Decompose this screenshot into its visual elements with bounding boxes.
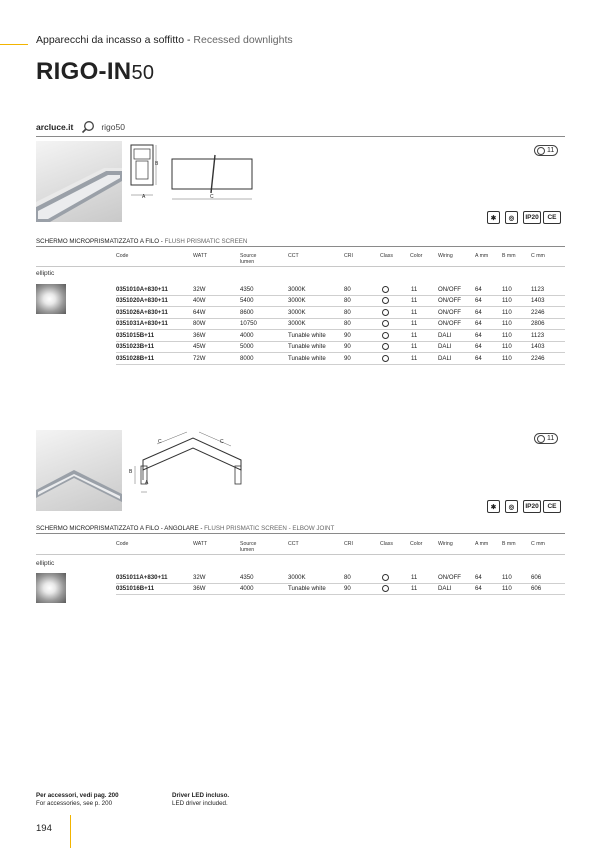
cell-wiring: DALI [438, 343, 452, 350]
page-accent-bar [70, 815, 71, 848]
class-icon [382, 332, 389, 341]
cell-a: 64 [475, 308, 482, 316]
section-title-elbow: SCHERMO MICROPRISMATIZZATO A FILO - ANGOLARE - FLUSH PRISMATIC SCREEN - ELBOW JOINT [36, 525, 335, 532]
divider [36, 136, 565, 137]
cell-c: 606 [531, 573, 542, 581]
cell-cct: 3000K [288, 573, 306, 581]
cell-watt: 80W [193, 320, 206, 327]
th-class: Class [380, 541, 393, 547]
th-a: A mm [475, 541, 489, 547]
cell-cct: Tunable white [288, 343, 326, 350]
cell-c: 1403 [531, 297, 545, 304]
cell-color: 11 [411, 343, 418, 350]
cell-c: 2246 [531, 308, 545, 316]
th-c: C mm [531, 253, 545, 259]
cell-code: 0351028B+11 [116, 354, 155, 362]
cell-lumen: 4000 [240, 331, 254, 339]
row-divider [116, 594, 565, 595]
cell-a: 64 [475, 354, 482, 362]
cell-cri: 90 [344, 585, 351, 592]
cell-b: 110 [502, 320, 512, 327]
th-cri: CRI [344, 253, 353, 259]
cell-wiring: DALI [438, 354, 452, 362]
th-color: Color [410, 541, 423, 547]
dim-label-c: C [210, 194, 214, 200]
table-row [116, 353, 565, 365]
th-watt: WATT [193, 541, 208, 547]
section-divider [36, 246, 565, 247]
row-divider [116, 364, 565, 365]
th-wiring: Wiring [438, 541, 453, 547]
cell-watt: 36W [193, 585, 206, 592]
th-code: Code [116, 541, 129, 547]
th-b: B mm [502, 541, 516, 547]
ce-mark-badge: CE [543, 211, 561, 224]
cell-cri: 80 [344, 320, 351, 327]
dim-label-a-elbow: A [145, 480, 149, 486]
th-cct: CCT [288, 541, 299, 547]
page-header: Apparecchi da incasso a soffitto - Recessed downlights [36, 34, 293, 46]
ip-rating-badge: IP20 [523, 211, 541, 224]
cell-code: 0351023B+11 [116, 343, 155, 350]
header-divider [36, 554, 565, 555]
cell-b: 110 [502, 297, 512, 304]
table-row [116, 572, 565, 584]
cell-cct: 3000K [288, 308, 306, 316]
driver-icon: ◎ [505, 500, 518, 513]
th-lumen: Source lumen [240, 253, 257, 265]
bluetooth-icon: ✱ [487, 211, 500, 224]
cell-b: 110 [502, 285, 512, 293]
table-row [116, 296, 565, 308]
color-badge-elbow: 11 [534, 433, 558, 444]
cell-c: 606 [531, 585, 542, 592]
cell-code: 0351026A+830+11 [116, 308, 168, 316]
optic-icon [36, 284, 66, 314]
cell-b: 110 [502, 585, 512, 592]
class-icon [382, 320, 389, 329]
product-photo [36, 141, 122, 222]
cell-cri: 80 [344, 308, 351, 316]
cell-code: 0351020A+830+11 [116, 297, 168, 304]
cell-code: 0351016B+11 [116, 585, 155, 592]
th-c: C mm [531, 541, 545, 547]
cell-wiring: ON/OFF [438, 320, 462, 327]
dim-label-b-elbow: B [129, 469, 133, 475]
dimension-drawing [127, 141, 257, 203]
cell-cct: Tunable white [288, 354, 326, 362]
cell-b: 110 [502, 331, 512, 339]
cell-a: 64 [475, 573, 482, 581]
cell-watt: 72W [193, 354, 206, 362]
cell-color: 11 [411, 354, 418, 362]
class-icon [382, 297, 389, 306]
class-icon [382, 574, 389, 583]
class-icon [382, 343, 389, 352]
dim-label-c-left: C [158, 439, 162, 445]
cell-cct: 3000K [288, 320, 306, 327]
optic-icon [36, 573, 66, 603]
cell-color: 11 [411, 331, 418, 339]
footer-accessories: Per accessori, vedi pag. 200 For accessories, see p. 200 [36, 792, 119, 807]
table-row [116, 584, 565, 596]
cell-cri: 80 [344, 573, 351, 581]
cell-a: 64 [475, 585, 482, 592]
cell-lumen: 4350 [240, 285, 254, 293]
color-badge: 11 [534, 145, 558, 156]
table-row [116, 319, 565, 331]
cell-wiring: DALI [438, 585, 452, 592]
accent-line [0, 44, 28, 45]
cell-lumen: 8000 [240, 354, 254, 362]
cell-cct: 3000K [288, 297, 306, 304]
cell-cct: 3000K [288, 285, 306, 293]
cell-wiring: DALI [438, 331, 452, 339]
cell-code: 0351031A+830+11 [116, 320, 168, 327]
cell-wiring: ON/OFF [438, 308, 462, 316]
cell-watt: 32W [193, 285, 206, 293]
cell-code: 0351015B+11 [116, 331, 155, 339]
cell-c: 1123 [531, 331, 545, 339]
section-divider [36, 533, 565, 534]
table-row [116, 307, 565, 319]
cell-watt: 64W [193, 308, 206, 316]
cell-a: 64 [475, 343, 482, 350]
class-icon [382, 286, 389, 295]
optic-label: elliptic [36, 270, 55, 277]
th-wiring: Wiring [438, 253, 453, 259]
table-row [116, 330, 565, 342]
product-code-link[interactable]: rigo50 [101, 122, 125, 132]
optic-label: elliptic [36, 560, 55, 567]
cell-lumen: 4350 [240, 573, 254, 581]
th-a: A mm [475, 253, 489, 259]
cell-b: 110 [502, 573, 512, 581]
section-title: SCHERMO MICROPRISMATIZZATO A FILO - FLUSH PRISMATIC SCREEN [36, 238, 248, 245]
driver-icon: ◎ [505, 211, 518, 224]
cell-c: 1403 [531, 343, 545, 350]
cell-watt: 45W [193, 343, 206, 350]
dim-label-a: A [142, 194, 146, 200]
cell-wiring: ON/OFF [438, 297, 462, 304]
ip-rating-badge: IP20 [523, 500, 541, 513]
cell-watt: 40W [193, 297, 206, 304]
cell-cri: 80 [344, 297, 351, 304]
cell-cct: Tunable white [288, 585, 326, 592]
product-title: RIGO-IN50 [36, 58, 155, 85]
cell-cri: 90 [344, 343, 351, 350]
finish-circle-icon [537, 147, 545, 155]
cell-a: 64 [475, 297, 482, 304]
cell-lumen: 8600 [240, 308, 254, 316]
table-row [116, 342, 565, 354]
th-color: Color [410, 253, 423, 259]
cell-cri: 80 [344, 285, 351, 293]
cell-color: 11 [411, 308, 418, 316]
cell-wiring: ON/OFF [438, 285, 462, 293]
cell-b: 110 [502, 308, 512, 316]
cell-b: 110 [502, 343, 512, 350]
product-photo-elbow [36, 430, 122, 511]
cell-lumen: 5400 [240, 297, 254, 304]
cell-cri: 90 [344, 331, 351, 339]
cell-c: 2806 [531, 320, 545, 327]
page-number: 194 [36, 823, 52, 834]
cell-code: 0351011A+830+11 [116, 573, 168, 581]
cell-wiring: ON/OFF [438, 573, 462, 581]
cell-a: 64 [475, 285, 482, 293]
dim-label-b: B [155, 161, 159, 167]
cell-color: 11 [411, 285, 418, 293]
brand-site-link[interactable]: arcluce.it [36, 122, 74, 132]
table-row [116, 284, 565, 296]
th-cri: CRI [344, 541, 353, 547]
header-divider [36, 266, 565, 267]
cell-a: 64 [475, 320, 482, 327]
cell-cri: 90 [344, 354, 351, 362]
finish-circle-icon [537, 435, 545, 443]
ce-mark-badge: CE [543, 500, 561, 513]
cell-b: 110 [502, 354, 512, 362]
cell-watt: 36W [193, 331, 206, 339]
cell-c: 1123 [531, 285, 545, 293]
brand-row [36, 120, 125, 134]
th-watt: WATT [193, 253, 208, 259]
dim-label-c-right: C [220, 439, 224, 445]
class-icon [382, 585, 389, 594]
th-b: B mm [502, 253, 516, 259]
cell-lumen: 10750 [240, 320, 257, 327]
cell-lumen: 4000 [240, 585, 254, 592]
th-lumen: Source lumen [240, 541, 257, 553]
cell-lumen: 5000 [240, 343, 254, 350]
cell-watt: 32W [193, 573, 206, 581]
cell-color: 11 [411, 573, 418, 581]
search-icon[interactable] [81, 120, 95, 134]
class-icon [382, 309, 389, 318]
cell-a: 64 [475, 331, 482, 339]
footer-driver: Driver LED incluso. LED driver included. [172, 792, 230, 807]
bluetooth-icon: ✱ [487, 500, 500, 513]
cell-color: 11 [411, 297, 418, 304]
th-cct: CCT [288, 253, 299, 259]
cell-c: 2246 [531, 354, 545, 362]
class-icon [382, 355, 389, 364]
cell-code: 0351010A+830+11 [116, 285, 168, 293]
cell-color: 11 [411, 320, 418, 327]
elbow-dimension-drawing [127, 430, 257, 500]
th-class: Class [380, 253, 393, 259]
th-code: Code [116, 253, 129, 259]
cell-color: 11 [411, 585, 418, 592]
cell-cct: Tunable white [288, 331, 326, 339]
